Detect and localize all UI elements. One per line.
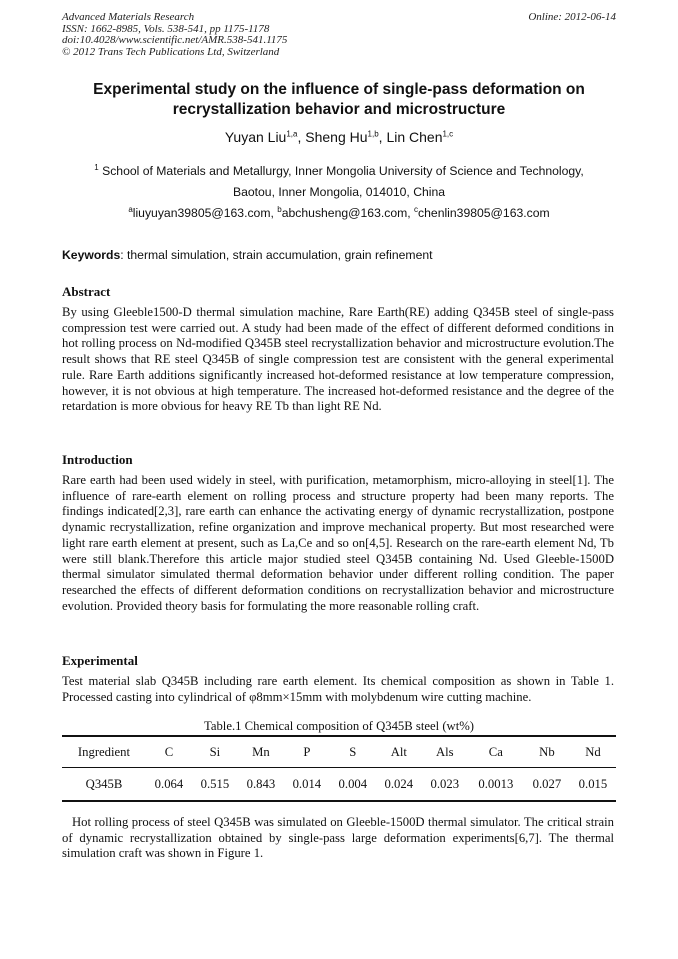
table-caption: Table.1 Chemical composition of Q345B steel (wt%) bbox=[203, 719, 475, 733]
table-cell: 0.023 bbox=[422, 768, 468, 802]
keywords-text: : thermal simulation, strain accumulation, grain refinement bbox=[120, 248, 433, 262]
author-name: Sheng Hu bbox=[305, 129, 368, 145]
experimental-text-1: Test material slab Q345B including rare earth element. Its chemical composition as shown in Table 1. Processed casting into cylindrical of φ8mm×15mm with molybdenum wire cutting machine. bbox=[62, 674, 614, 704]
table-cell: 0.015 bbox=[570, 768, 616, 802]
keywords-label: Keywords bbox=[62, 248, 121, 262]
email-sup: b bbox=[277, 204, 282, 214]
author-name: Lin Chen bbox=[386, 129, 443, 145]
table-cell: 0.064 bbox=[146, 768, 192, 802]
table-cell: 0.024 bbox=[376, 768, 422, 802]
affil-line2: Baotou, Inner Mongolia, 014010, China bbox=[232, 185, 446, 199]
keywords bbox=[62, 248, 616, 262]
introduction-heading: Introduction bbox=[62, 452, 133, 467]
table-header-cell: Ca bbox=[468, 736, 524, 768]
table-header-cell: Nd bbox=[570, 736, 616, 768]
email-address[interactable]: liuyuyan39805@163.com bbox=[132, 206, 271, 220]
table-row bbox=[62, 768, 616, 802]
author-name: Yuyan Liu bbox=[224, 129, 287, 145]
email-address[interactable]: chenlin39805@163.com bbox=[418, 206, 550, 220]
table-header-cell: S bbox=[330, 736, 376, 768]
table-header-row bbox=[62, 736, 616, 768]
table-cell: Q345B bbox=[62, 768, 146, 802]
abstract-text: By using Gleeble1500-D thermal simulation machine, Rare Earth(RE) adding Q345B steel of single-pass compression test were carried out. A study had been made of the effect of different deformed conditions in hot rolling process on Nd-modified Q345B steel recrystallization behavior and microstructure evolution.The result shows that RE steel Q345B of single compression test are consistent with the general experimental rule. Rare Earth additions significantly increased hot-deformed resistance at low temperature compression, however, it is not obvious at high temperature. The increased hot-deformed resistance and the degree of the retardation is more obvious for heavy RE Tb than light RE Nd. bbox=[62, 305, 614, 414]
table-header-cell: Mn bbox=[238, 736, 284, 768]
table-header-cell: Ingredient bbox=[62, 736, 146, 768]
email-sup: c bbox=[414, 204, 419, 214]
table-cell: 0.843 bbox=[238, 768, 284, 802]
experimental-heading: Experimental bbox=[62, 653, 138, 668]
table-cell: 0.0013 bbox=[468, 768, 524, 802]
paper-title: Experimental study on the influence of single-pass deformation on recrystallization behavior and microstructure bbox=[93, 81, 585, 118]
affil-sup: 1 bbox=[94, 162, 99, 172]
composition-table bbox=[62, 735, 616, 802]
table-cell: 0.014 bbox=[284, 768, 330, 802]
doi-line: doi:10.4028/www.scientific.net/AMR.538-541.1175 bbox=[62, 34, 288, 46]
copyright-line: © 2012 Trans Tech Publications Ltd, Switzerland bbox=[62, 45, 280, 58]
email-line: $^a$liuyuyan39805@163.com, $^b$abchusheng@163.com, $^c$chenlin39805@163.com bbox=[128, 204, 550, 220]
author-sup: 1,c bbox=[442, 129, 454, 139]
online-date: Online: 2012-06-14 bbox=[528, 11, 616, 23]
introduction-text: Rare earth had been used widely in steel, with purification, metamorphism, micro-alloying in steel[1]. The influence of rare-earth element on rolling process and structure property had been many reports. The findings indicated[2,3], rare earth can enhance the activating energy of dynamic recrystallization, postpone dynamic recrystallization, refine organization and improve mechanical property. But most researched were light rare earth element at present, such as La,Ce and so on[4,5]. Research on the rare-earth element Nd, Tb were still blank.Therefore this article major studied steel Q345B containing Nd. Used Gleeble-1500D thermal simulator simulated thermal deformation behavior under different rolling condition. The paper researched the effects of different deformation conditions on recrystallization behavior and microstructure evolution. Provided theory basis for formulating the more reasonable rolling craft. bbox=[62, 473, 614, 613]
author-sup: 1,b bbox=[367, 129, 379, 139]
issn-line: ISSN: 1662-8985, Vols. 538-541, pp 1175-1178 bbox=[62, 22, 270, 35]
table-header-cell: Als bbox=[422, 736, 468, 768]
journal-name: Advanced Materials Research bbox=[62, 11, 195, 23]
table-cell: 0.027 bbox=[524, 768, 570, 802]
affiliation bbox=[62, 161, 616, 224]
table-header-cell: P bbox=[284, 736, 330, 768]
abstract-heading: Abstract bbox=[62, 284, 111, 299]
table-header-cell: Nb bbox=[524, 736, 570, 768]
table-cell: 0.004 bbox=[330, 768, 376, 802]
email-address[interactable]: abchusheng@163.com bbox=[281, 206, 408, 220]
table-header-cell: Alt bbox=[376, 736, 422, 768]
author-list: Yuyan Liu$^{1,a}$, Sheng Hu$^{1,b}$, Lin Chen$^{1,c}$ bbox=[224, 129, 454, 145]
experimental-text-2: Hot rolling process of steel Q345B was simulated on Gleeble-1500D thermal simulator. The critical strain of dynamic recrystallization obtained by single-pass large deformation experiments[6,7]. The thermal simulation craft was shown in Figure 1. bbox=[62, 815, 614, 861]
table-header-cell: Si bbox=[192, 736, 238, 768]
table-header-cell: C bbox=[146, 736, 192, 768]
email-sup: a bbox=[128, 204, 133, 214]
affil-line1: School of Materials and Metallurgy, Inner Mongolia University of Science and Technology, bbox=[102, 164, 584, 178]
table-cell: 0.515 bbox=[192, 768, 238, 802]
page-header bbox=[62, 12, 616, 58]
author-sup: 1,a bbox=[286, 129, 298, 139]
